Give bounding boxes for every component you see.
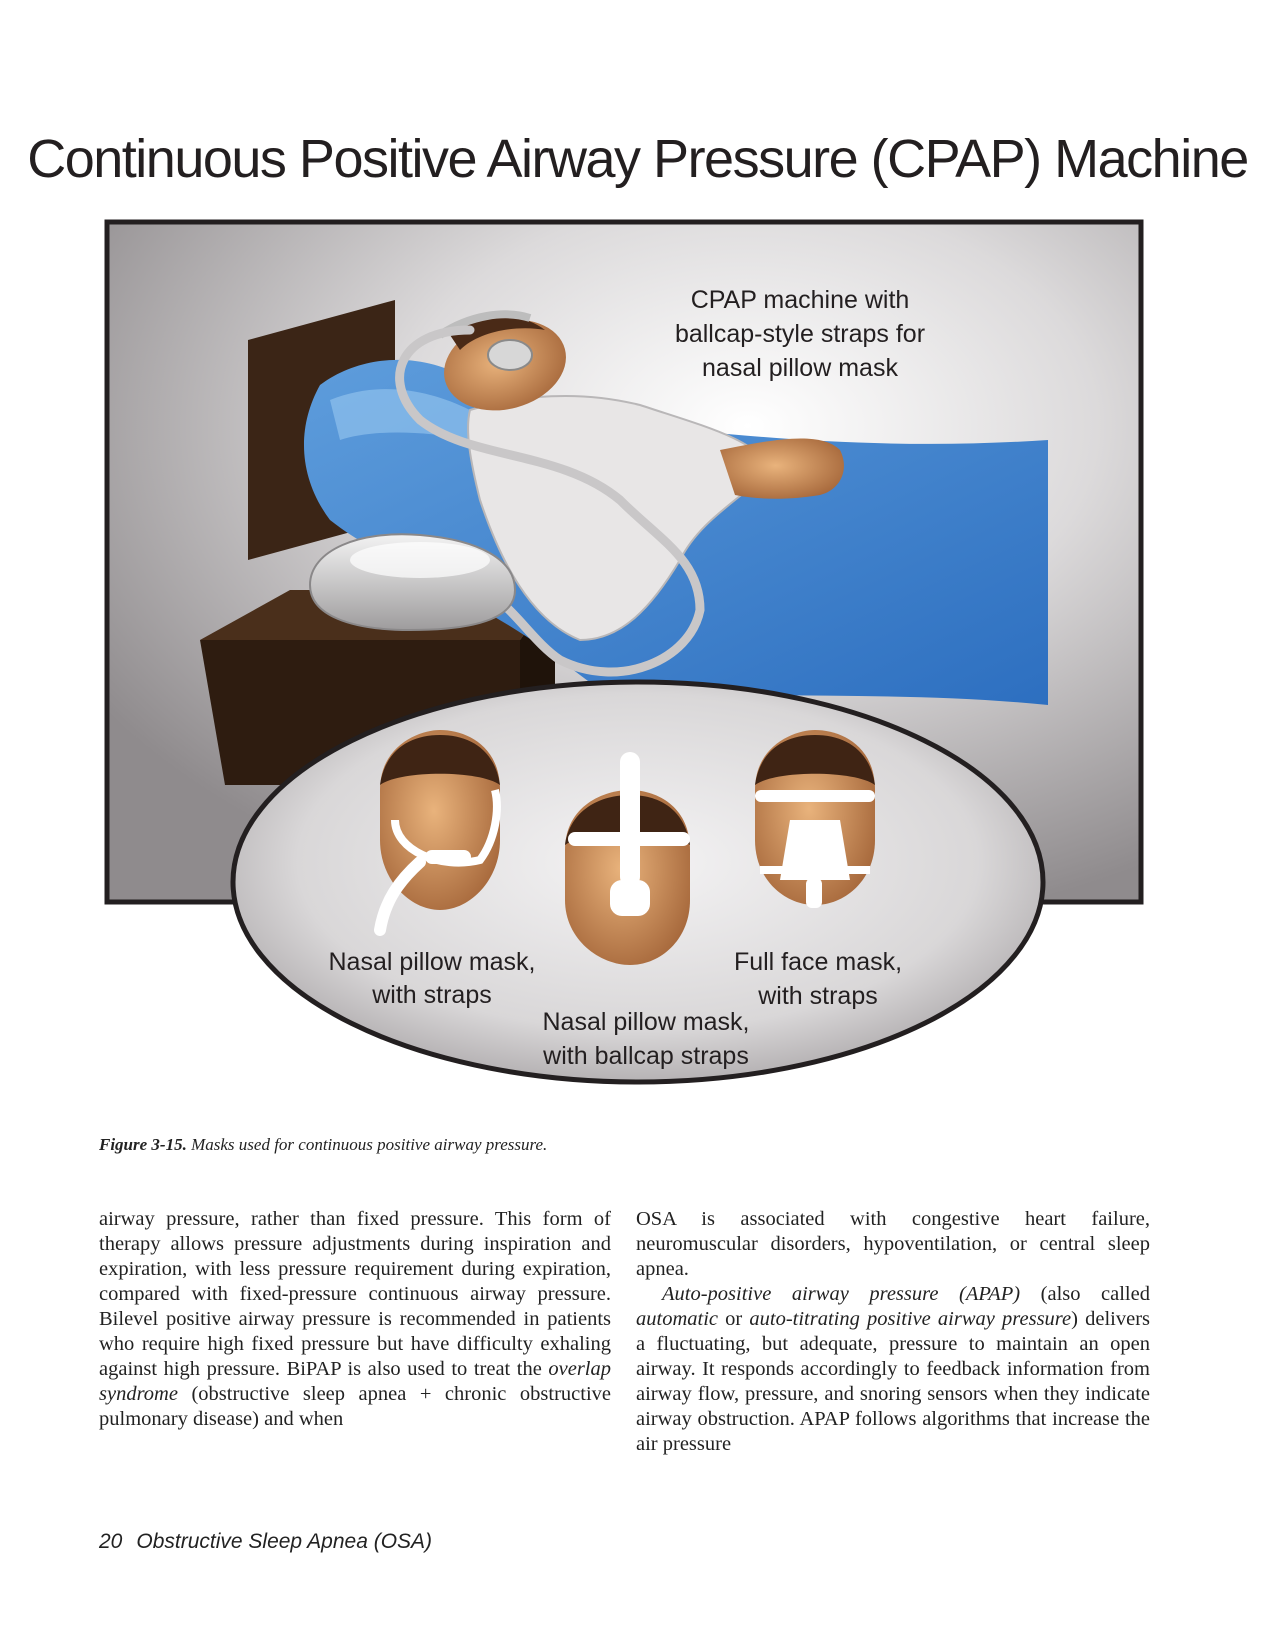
nasal-pillow-mask [488, 340, 532, 370]
page-footer [99, 1530, 432, 1554]
right-col-italic-automatic: automatic [636, 1308, 718, 1330]
mask-label-middle-line-1: Nasal pillow mask, [542, 1008, 750, 1036]
top-label-line-2: ballcap-style straps for [674, 320, 926, 348]
mask-label-left-line-1: Nasal pillow mask, [328, 948, 536, 976]
top-label-line-3: nasal pillow mask [702, 354, 898, 382]
top-label-line-1: CPAP machine with [690, 286, 910, 314]
left-col-text-2: (obstructive sleep apnea + chronic obstructive pulmonary disease) and when [99, 1383, 611, 1430]
figure-title: Continuous Positive Airway Pressure (CPAP) Machine [27, 129, 1248, 189]
running-title: Obstructive Sleep Apnea (OSA) [136, 1530, 433, 1553]
right-col-text-3: ) delivers a fluctuating, but adequate, pressure to maintain an open airway. It responds accordingly to feedback information from airway flow, pressure, and snoring sensors when they indicate airway obstruction. APAP follows algorithms that increase the air pressure [636, 1308, 1150, 1455]
mask-label-right-line-2: with straps [758, 982, 878, 1010]
right-col-italic-auto-titrating: auto-titrating positive airway pressure [749, 1308, 1072, 1330]
mask-label-middle-line-2: with ballcap straps [543, 1042, 749, 1070]
right-col-para-1: OSA is associated with congestive heart failure, neuromuscular disorders, hypoventilation, or central sleep apnea. [636, 1208, 1150, 1280]
left-col-italic-overlap: overlap syndrome [99, 1358, 611, 1405]
left-col-text-1: airway pressure, rather than fixed pressure. This form of therapy allows pressure adjustments during inspiration and expiration, with less pressure requirement during expiration, compared with fixed-pressure continuous airway pressure. Bilevel positive airway pressure is recommended in patients who require high fixed pressure but have difficulty exhaling against high pressure. BiPAP is also used to treat the [99, 1208, 611, 1380]
head-full-face-mask [755, 730, 875, 908]
right-col-italic-apap: Auto-positive airway pressure (APAP) [662, 1283, 1021, 1305]
right-col-text-2: or [718, 1308, 750, 1330]
figure-caption [99, 1135, 547, 1155]
page-number: 20 [99, 1530, 123, 1553]
mask-label-right-line-1: Full face mask, [733, 948, 903, 976]
right-col-text-1: (also called [1020, 1283, 1150, 1305]
figure-caption-text: Masks used for continuous positive airway pressure. [191, 1135, 548, 1154]
top-label [675, 286, 925, 382]
figure-number: Figure 3-15. [99, 1135, 187, 1154]
patient-arm [720, 438, 844, 498]
mask-label-left-line-2: with straps [372, 981, 492, 1009]
body-column-left [99, 1207, 611, 1432]
body-column-right [636, 1207, 1150, 1457]
right-col-para-2 [636, 1282, 1150, 1457]
